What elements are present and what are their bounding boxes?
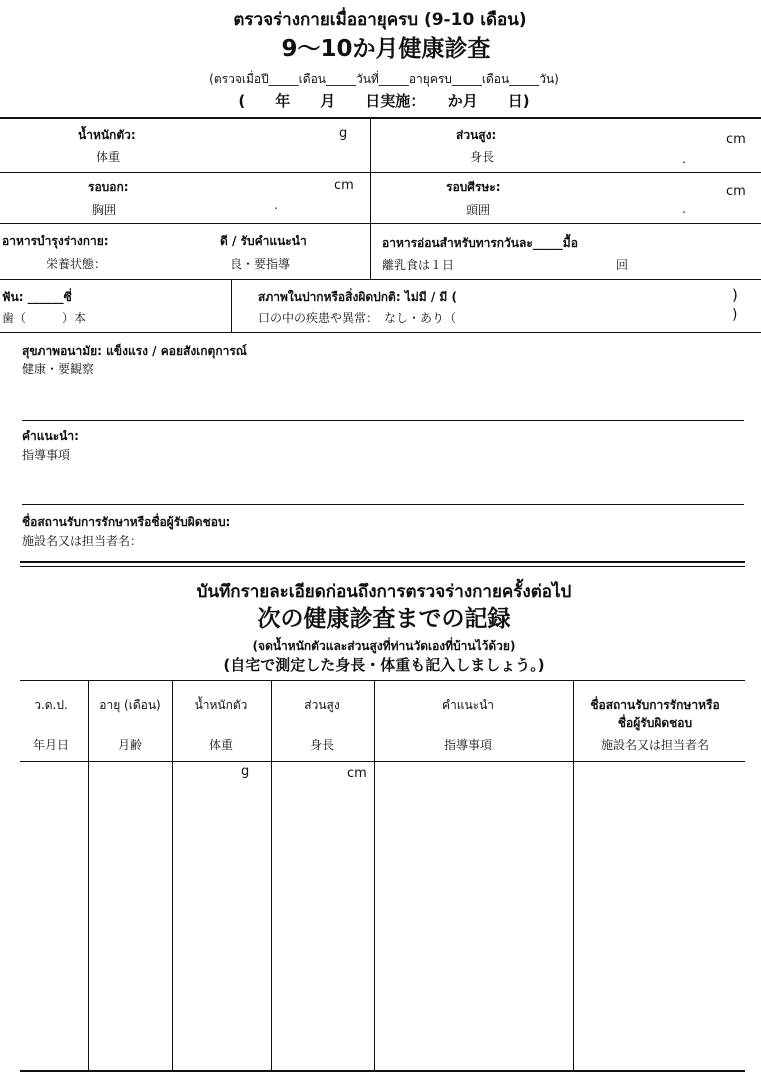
mouth-label-th: สภาพในปากหรือสิ่งผิดปกติ: ไม่มี / มี ( [258, 290, 457, 304]
section-separator-top [20, 561, 745, 563]
weight-unit: g [339, 126, 348, 141]
col-header-weight-th: น้ำหนักตัว [194, 698, 248, 712]
col-header-facility-th-2: ชื่อผู้รับผิดชอบ [617, 716, 693, 730]
date-line-thai: (ตรวจเมื่อปี_____เดือน_____วันที่_____อายุครบ_____เดือน_____วัน) [209, 72, 559, 86]
advice-label-jp: 指導事項 [22, 448, 71, 462]
chest-label-jp: 胸囲 [92, 203, 117, 217]
records-col-line-2 [172, 680, 173, 1070]
date-line-japanese: ( 年 月 日実施： か月 日) [238, 92, 530, 110]
col-header-date-jp: 年月日 [32, 738, 70, 752]
records-col-line-1 [88, 680, 89, 1070]
health-label-jp: 健康・要観察 [22, 362, 95, 376]
row-rule-3 [0, 279, 761, 280]
row-rule-5 [22, 420, 744, 421]
nutrition-value-th: ดี / รับคำแนะนำ [220, 234, 307, 248]
row-rule-1 [0, 172, 761, 173]
col-header-date-th: ว.ด.ป. [34, 698, 68, 712]
records-note-japanese: (自宅で測定した身長・体重も記入しましょう。) [223, 656, 545, 674]
chest-unit: cm [334, 178, 354, 193]
header-rule [0, 117, 761, 119]
height-unit: cm [726, 132, 746, 147]
nutrition-value-jp: 良・要指導 [230, 257, 291, 271]
facility-label-jp: 施設名又は担当者名： [22, 534, 143, 548]
teeth-label-th: ฟัน: ______ซี่ [2, 290, 72, 304]
title-thai: ตรวจร่างกายเมื่ออายุครบ (9-10 เดือน) [233, 10, 527, 30]
records-height-unit: cm [347, 766, 367, 781]
advice-label-th: คำแนะนำ: [22, 429, 79, 443]
col-divider-upper [370, 118, 371, 279]
head-unit: cm [726, 184, 746, 199]
records-col-line-5 [573, 680, 574, 1070]
col-header-facility-jp: 施設名又は担当者名 [600, 738, 710, 752]
teeth-label-jp: 歯（ ）本 [2, 311, 87, 325]
weight-label-th: น้ำหนักตัว: [78, 128, 136, 142]
records-col-line-3 [271, 680, 272, 1070]
mouth-close-paren-jp: ) [732, 307, 738, 323]
col-header-height-jp: 身長 [309, 738, 335, 752]
records-col-line-4 [374, 680, 375, 1070]
height-label-jp: 身長 [470, 150, 495, 164]
section-separator-bottom [20, 566, 745, 567]
col-header-height-th: ส่วนสูง [304, 698, 340, 712]
weaning-label-jp: 離乳食は１日 [382, 258, 455, 272]
nutrition-label-jp: 栄養状態： [46, 257, 107, 271]
records-title-thai: บันทึกรายละเอียดก่อนถึงการตรวจร่างกายครั้งต่อไป [196, 582, 572, 602]
col-header-facility-th: ชื่อสถานรับการรักษาหรือ [590, 698, 720, 712]
weaning-label-th: อาหารอ่อนสำหรับทารกวันละ_____มื้อ [382, 236, 578, 250]
col-header-age-jp: 月齢 [117, 738, 143, 752]
col-header-advice-jp: 指導事項 [443, 738, 493, 752]
chest-decimal-dot: . [274, 198, 278, 212]
col-header-age-th: อายุ (เดือน) [99, 698, 161, 712]
nutrition-label-th: อาหารบำรุงร่างกาย: [2, 234, 109, 248]
head-label-th: รอบศีรษะ: [446, 180, 501, 194]
height-label-th: ส่วนสูง: [456, 128, 497, 142]
height-decimal-dot: . [682, 152, 686, 166]
mouth-label-jp: 口の中の疾患や異常： なし・あり（ [258, 311, 457, 325]
records-table-header-rule [20, 761, 745, 762]
row-rule-6 [22, 504, 744, 505]
chest-label-th: รอบอก: [88, 180, 129, 194]
records-weight-unit: g [241, 764, 250, 779]
health-label-th: สุขภาพอนามัย: แข็งแรง / คอยสังเกตุการณ์ [22, 344, 247, 358]
row-rule-4 [0, 332, 761, 333]
records-table-bottom [20, 1070, 745, 1072]
records-note-thai: (จดน้ำหนักตัวและส่วนสูงที่ท่านวัดเองที่บ้านไว้ด้วย) [252, 639, 516, 653]
head-decimal-dot: . [682, 202, 686, 216]
weight-label-jp: 体重 [96, 150, 121, 164]
mouth-close-paren-th: ) [732, 286, 738, 304]
col-divider-teeth [231, 279, 232, 332]
col-header-weight-jp: 体重 [208, 738, 234, 752]
row-rule-2 [0, 223, 761, 224]
head-label-jp: 頭囲 [466, 203, 491, 217]
records-title-japanese: 次の健康診査までの記録 [257, 606, 511, 632]
facility-label-th: ชื่อสถานรับการรักษาหรือชื่อผู้รับผิดชอบ: [22, 515, 231, 529]
col-header-advice-th: คำแนะนำ [441, 698, 495, 712]
title-japanese: 9～10か月健康診査 [281, 36, 491, 62]
records-table-top [20, 680, 745, 681]
weaning-unit: 回 [616, 258, 629, 272]
